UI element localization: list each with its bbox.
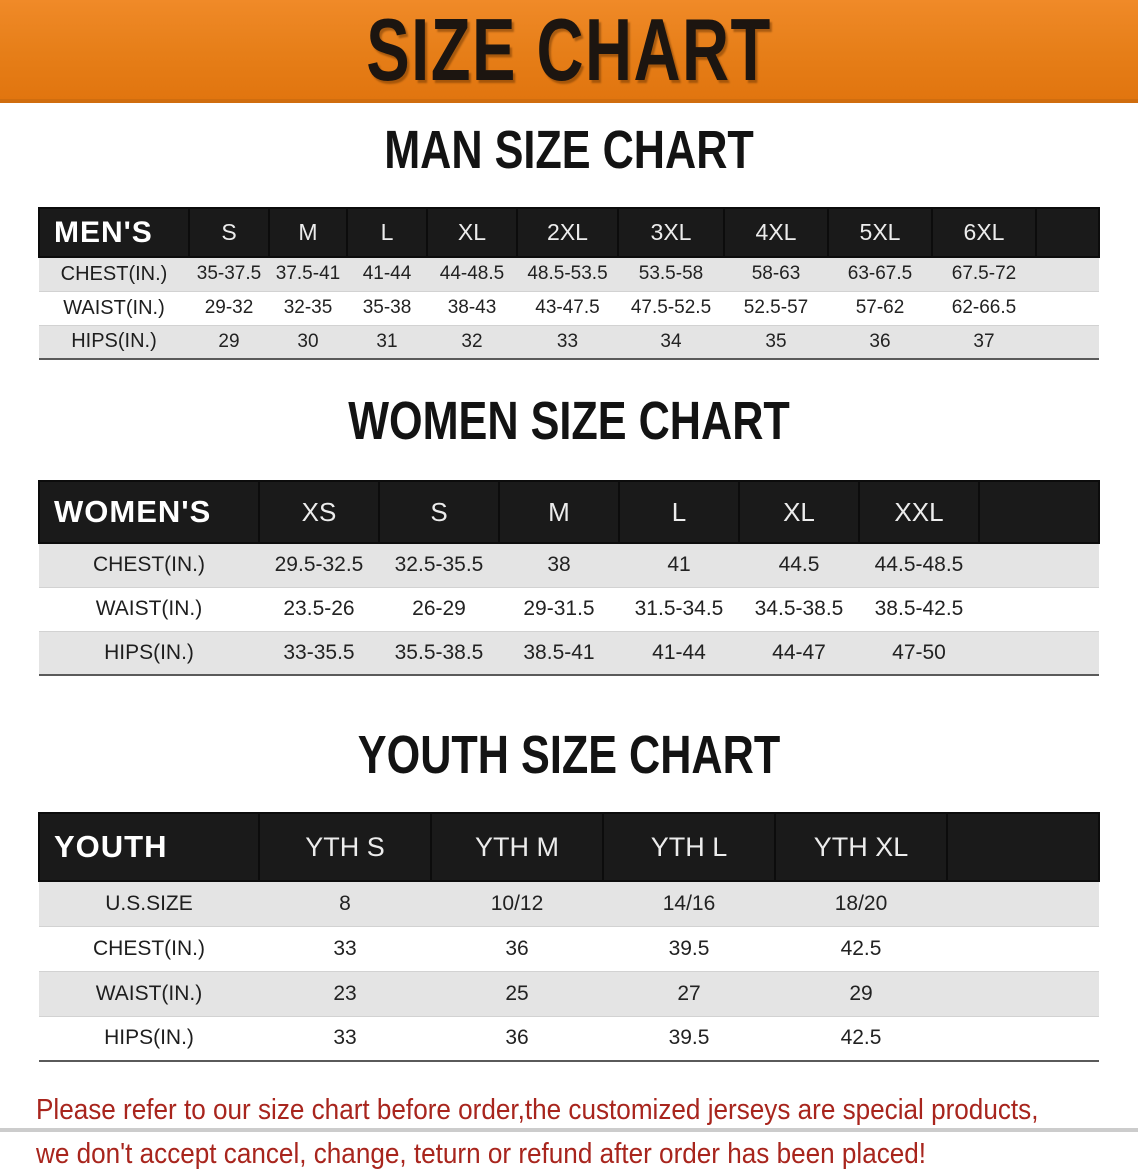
spacer-cell xyxy=(979,587,1099,631)
size-column-header: YTH S xyxy=(259,813,431,881)
spacer-cell xyxy=(979,543,1099,587)
value-cell: 33-35.5 xyxy=(283,640,355,664)
value-cell: 27 xyxy=(677,981,701,1005)
measurement-row xyxy=(39,325,1099,359)
spacer-cell xyxy=(979,481,1099,543)
value-cell: 30 xyxy=(297,330,319,352)
size-column-header: XS xyxy=(259,481,379,543)
size-column-header: 5XL xyxy=(828,208,932,257)
value-cell: 41 xyxy=(667,553,691,577)
value-cell: 37.5-41 xyxy=(275,263,341,285)
value-cell: 31.5-34.5 xyxy=(634,597,724,620)
value-cell: 36 xyxy=(505,936,529,960)
row-label: WAIST(IN.) xyxy=(63,296,165,319)
value-cell: 29 xyxy=(849,981,873,1005)
size-table-header-row xyxy=(39,813,1099,881)
size-table-header-row xyxy=(39,208,1099,257)
youth-section-heading-text: YOUTH SIZE CHART xyxy=(357,725,781,785)
row-label: CHEST(IN.) xyxy=(60,262,168,285)
value-cell: 26-29 xyxy=(412,597,466,620)
measurement-row xyxy=(39,291,1099,325)
youth-size-section xyxy=(0,722,1138,1062)
value-cell: 43-47.5 xyxy=(535,297,600,318)
value-cell: 41-44 xyxy=(362,263,412,285)
value-cell: 14/16 xyxy=(662,891,716,915)
value-cell: 52.5-57 xyxy=(743,297,809,318)
size-column-header: M xyxy=(499,481,619,543)
value-cell: 25 xyxy=(505,981,529,1005)
size-column-header: S xyxy=(379,481,499,543)
spacer-cell xyxy=(947,881,1099,926)
value-cell: 33 xyxy=(333,936,357,960)
size-column-header: YTH M xyxy=(431,813,603,881)
value-cell: 29-31.5 xyxy=(523,597,595,620)
value-cell: 29 xyxy=(218,330,240,352)
value-cell: 38.5-42.5 xyxy=(874,597,964,620)
spacer-cell xyxy=(979,631,1099,675)
size-column-header: 4XL xyxy=(724,208,828,257)
size-column-header: M xyxy=(269,208,347,257)
women-section-heading-text: WOMEN SIZE CHART xyxy=(348,391,790,451)
size-column-header: 3XL xyxy=(618,208,724,257)
size-column-header: 2XL xyxy=(517,208,618,257)
value-cell: 41-44 xyxy=(652,640,706,664)
value-cell: 32 xyxy=(461,330,483,352)
man-section-heading-text: MAN SIZE CHART xyxy=(384,120,754,180)
value-cell: 39.5 xyxy=(668,1026,710,1050)
row-label: WAIST(IN.) xyxy=(95,981,203,1005)
spacer-cell xyxy=(947,971,1099,1016)
value-cell: 37 xyxy=(973,330,995,352)
measurement-row xyxy=(39,543,1099,587)
spacer-cell xyxy=(947,1016,1099,1061)
value-cell: 44.5-48.5 xyxy=(874,553,964,577)
row-label: WAIST(IN.) xyxy=(95,597,203,620)
measurement-row xyxy=(39,926,1099,971)
banner-title: SIZE CHART xyxy=(366,0,772,99)
measurement-row xyxy=(39,257,1099,291)
value-cell: 42.5 xyxy=(840,1026,882,1050)
value-cell: 36 xyxy=(869,330,891,352)
size-chart-banner xyxy=(0,0,1138,103)
measurement-row xyxy=(39,1016,1099,1061)
value-cell: 33 xyxy=(333,1026,357,1050)
size-column-header: XL xyxy=(427,208,517,257)
measurement-row xyxy=(39,587,1099,631)
disclaimer-line-2: we don't accept cancel, change, teturn or refund after order has been placed! xyxy=(36,1138,927,1170)
youth-size-table xyxy=(38,812,1100,1062)
value-cell: 48.5-53.5 xyxy=(527,263,608,285)
measurement-row xyxy=(39,631,1099,675)
value-cell: 35-38 xyxy=(362,297,412,318)
size-table-header-row xyxy=(39,481,1099,543)
value-cell: 29.5-32.5 xyxy=(274,553,364,577)
value-cell: 31 xyxy=(376,330,398,352)
man-size-section xyxy=(0,117,1138,360)
women-size-table xyxy=(38,480,1100,676)
value-cell: 29-32 xyxy=(204,297,254,318)
measurement-row xyxy=(39,881,1099,926)
row-label: CHEST(IN.) xyxy=(93,936,205,960)
value-cell: 10/12 xyxy=(490,891,544,915)
value-cell: 36 xyxy=(505,1026,529,1050)
table-corner-label: MEN'S xyxy=(39,208,189,257)
value-cell: 34.5-38.5 xyxy=(754,597,844,620)
spacer-cell xyxy=(1036,325,1099,359)
value-cell: 35 xyxy=(765,330,787,352)
value-cell: 53.5-58 xyxy=(638,263,704,285)
spacer-cell xyxy=(1036,208,1099,257)
size-column-header: L xyxy=(619,481,739,543)
youth-section-heading xyxy=(0,722,1138,799)
value-cell: 47.5-52.5 xyxy=(630,297,712,318)
size-column-header: YTH XL xyxy=(775,813,947,881)
size-column-header: XL xyxy=(739,481,859,543)
size-column-header: 6XL xyxy=(932,208,1036,257)
value-cell: 38.5-41 xyxy=(523,640,595,664)
value-cell: 18/20 xyxy=(834,891,888,915)
bottom-edge-strip xyxy=(0,1128,1138,1132)
value-cell: 39.5 xyxy=(668,936,710,960)
disclaimer xyxy=(36,1088,1138,1176)
value-cell: 44-48.5 xyxy=(439,263,505,285)
size-column-header: S xyxy=(189,208,269,257)
value-cell: 47-50 xyxy=(892,640,946,664)
row-label: U.S.SIZE xyxy=(105,891,193,915)
women-size-section xyxy=(0,388,1138,676)
value-cell: 23.5-26 xyxy=(283,597,355,620)
value-cell: 42.5 xyxy=(840,936,882,960)
value-cell: 62-66.5 xyxy=(951,297,1017,318)
size-column-header: YTH L xyxy=(603,813,775,881)
value-cell: 35-37.5 xyxy=(196,263,262,285)
spacer-cell xyxy=(1036,257,1099,291)
value-cell: 34 xyxy=(660,330,682,352)
men-size-table xyxy=(38,207,1100,360)
value-cell: 44-47 xyxy=(772,640,826,664)
value-cell: 38-43 xyxy=(447,297,497,318)
size-column-header: XXL xyxy=(859,481,979,543)
women-section-heading xyxy=(0,388,1138,465)
value-cell: 38 xyxy=(547,553,571,577)
value-cell: 32.5-35.5 xyxy=(394,553,484,577)
value-cell: 8 xyxy=(339,891,351,915)
row-label: HIPS(IN.) xyxy=(71,330,157,353)
man-section-heading xyxy=(0,117,1138,194)
spacer-cell xyxy=(947,926,1099,971)
spacer-cell xyxy=(1036,291,1099,325)
value-cell: 44.5 xyxy=(778,553,820,577)
row-label: HIPS(IN.) xyxy=(104,1026,194,1050)
value-cell: 35.5-38.5 xyxy=(394,640,484,664)
value-cell: 63-67.5 xyxy=(847,263,913,285)
measurement-row xyxy=(39,971,1099,1016)
value-cell: 32-35 xyxy=(283,297,333,318)
table-corner-label: WOMEN'S xyxy=(39,481,259,543)
value-cell: 57-62 xyxy=(855,297,905,318)
size-column-header: L xyxy=(347,208,427,257)
value-cell: 58-63 xyxy=(751,263,801,285)
value-cell: 23 xyxy=(333,981,357,1005)
value-cell: 67.5-72 xyxy=(951,263,1017,285)
spacer-cell xyxy=(947,813,1099,881)
row-label: HIPS(IN.) xyxy=(104,640,194,664)
value-cell: 33 xyxy=(556,330,579,352)
table-corner-label: YOUTH xyxy=(39,813,259,881)
disclaimer-line-1: Please refer to our size chart before order,the customized jerseys are special products, xyxy=(36,1094,1039,1126)
row-label: CHEST(IN.) xyxy=(93,553,205,577)
